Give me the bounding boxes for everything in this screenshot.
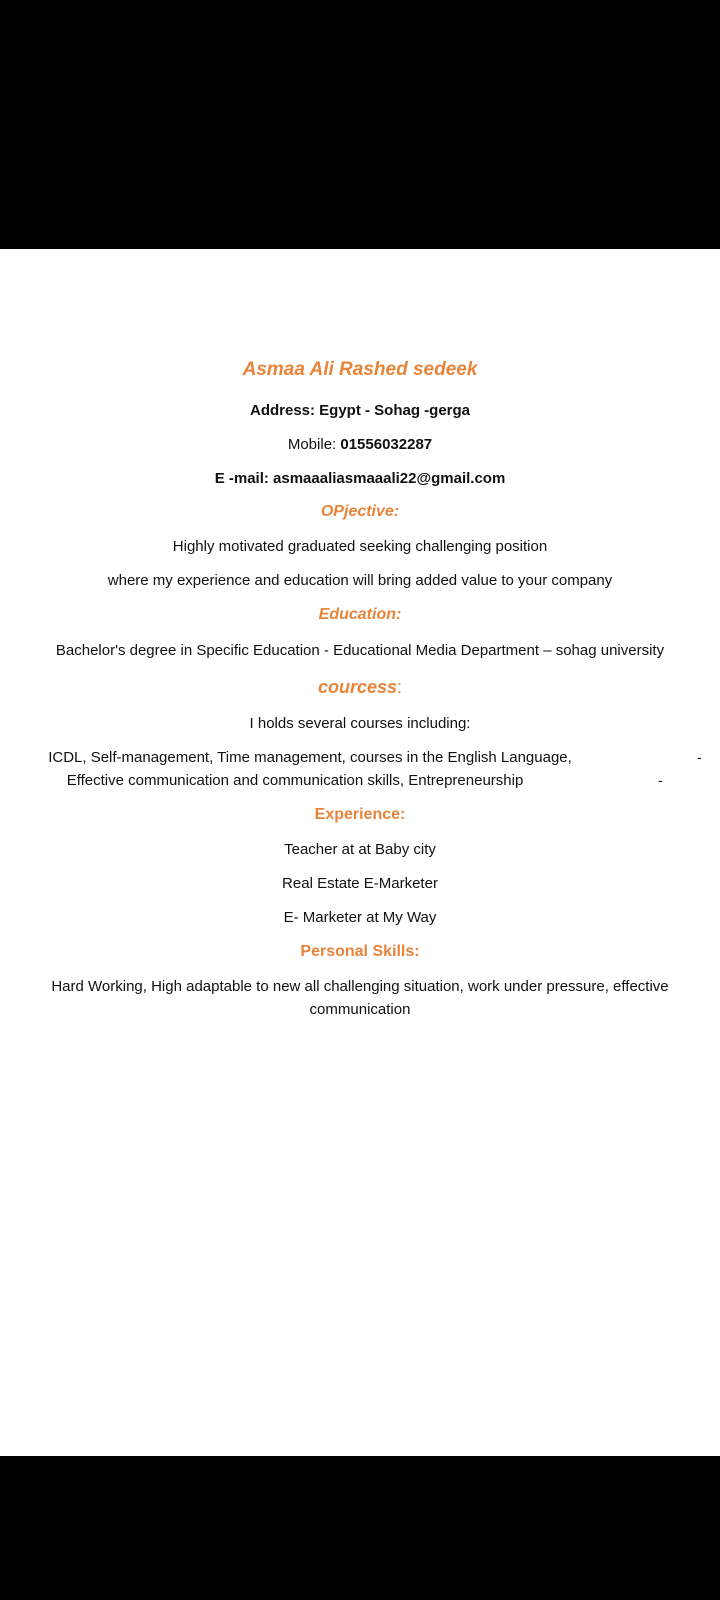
education-heading: Education: bbox=[318, 606, 402, 623]
courses-intro: I holds several courses including: bbox=[249, 715, 471, 732]
experience-item-1: Teacher at at Baby city bbox=[284, 841, 436, 858]
mobile-label: Mobile: bbox=[287, 436, 341, 453]
courses-dash-2: - bbox=[658, 772, 663, 788]
experience-item-2: Real Estate E-Marketer bbox=[282, 875, 438, 892]
candidate-name: Asmaa Ali Rashed sedeek bbox=[242, 359, 478, 380]
bottom-black-bar bbox=[0, 1456, 720, 1600]
mobile-value: 01556032287 bbox=[340, 436, 433, 453]
courses-heading bbox=[0, 677, 720, 698]
skills-line-1: Hard Working, High adaptable to new all challenging situation, work under pressure, effective bbox=[51, 978, 669, 995]
skills-heading: Personal Skills: bbox=[300, 943, 420, 960]
experience-heading: Experience: bbox=[314, 806, 406, 823]
courses-heading-text: courcess bbox=[317, 677, 398, 697]
mobile bbox=[0, 436, 720, 453]
courses-dash-1: - bbox=[697, 749, 702, 765]
education-text: Bachelor's degree in Specific Education - Educational Media Department – sohag university bbox=[55, 642, 665, 659]
objective-line-2: where my experience and education will bring added value to your company bbox=[107, 572, 613, 589]
top-black-bar bbox=[0, 0, 720, 249]
address: Address: Egypt - Sohag -gerga bbox=[249, 402, 471, 419]
experience-item-3: E- Marketer at My Way bbox=[283, 909, 437, 926]
objective-line-1: Highly motivated graduated seeking challenging position bbox=[172, 538, 548, 555]
courses-line-2: Effective communication and communication skills, Entrepreneurship bbox=[66, 772, 524, 789]
skills-line-2: communication bbox=[309, 1001, 411, 1018]
courses-line-1: ICDL, Self-management, Time management, courses in the English Language, bbox=[48, 749, 572, 766]
email: E -mail: asmaaaliasmaaali22@gmail.com bbox=[214, 470, 506, 487]
resume-page bbox=[0, 249, 720, 1456]
courses-heading-colon: : bbox=[397, 677, 403, 697]
objective-heading: OPjective: bbox=[320, 503, 400, 520]
